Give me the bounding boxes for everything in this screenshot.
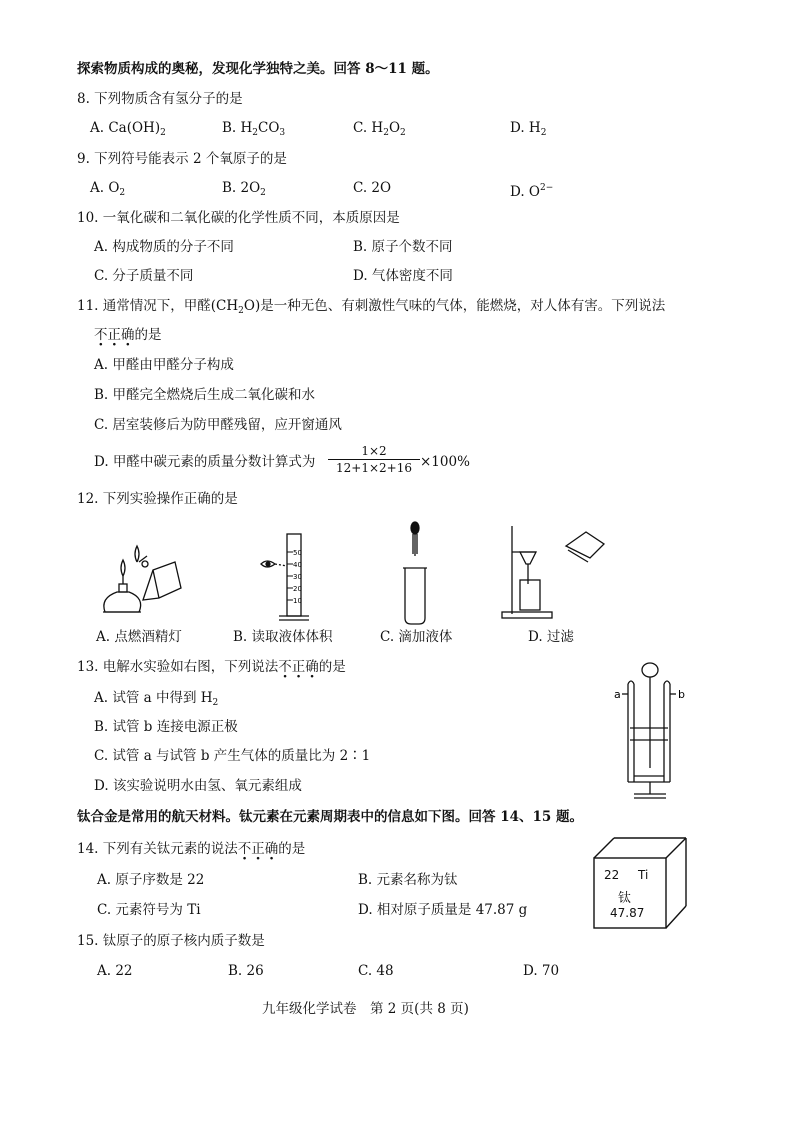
- q12-option-d: D. 过滤: [528, 629, 574, 645]
- q8-option-d: D. $H_2$: [510, 120, 547, 138]
- cylinder-tick-label: 20: [293, 585, 302, 593]
- tube-a-label: a: [614, 688, 621, 701]
- q12-option-b: B. 读取液体体积: [233, 629, 333, 645]
- question-10-stem: 10. 一氧化碳和二氧化碳的化学性质不同，本质原因是: [77, 210, 400, 226]
- q11-option-c: C. 居室装修后为防甲醛残留，应开窗通风: [94, 417, 342, 433]
- electrolysis-apparatus-figure: [608, 658, 688, 803]
- q10-option-d: D. 气体密度不同: [353, 268, 453, 284]
- alcohol-lamp-figure: [95, 540, 195, 628]
- q13-option-b: B. 试管 b 连接电源正极: [94, 719, 238, 735]
- cylinder-tick-label: 30: [293, 573, 302, 581]
- page-footer: 九年级化学试卷 第 2 页(共 8 页): [262, 1001, 469, 1017]
- question-9-stem: 9. 下列符号能表示 2 个氧原子的是: [77, 151, 287, 167]
- q13-option-d: D. 该实验说明水由氢、氧元素组成: [94, 778, 302, 794]
- q14-option-d: D. 相对原子质量是 47.87 g: [358, 902, 528, 918]
- q15-option-b: B. 26: [228, 963, 264, 979]
- question-11-stem-cont: 不正确的是: [94, 327, 162, 343]
- question-13-stem: 13. 电解水实验如右图，下列说法不正确的是: [77, 659, 346, 675]
- cylinder-tick-label: 40: [293, 561, 302, 569]
- q12-option-a: A. 点燃酒精灯: [96, 629, 182, 645]
- fraction-numerator: 1×2: [361, 444, 387, 458]
- fraction-multiplier: ×100%: [420, 454, 470, 470]
- q8-option-a: A. $Ca(OH)_2$: [90, 120, 166, 138]
- q8-option-b: B. $H_2CO_3$: [222, 120, 286, 138]
- question-8-stem: 8. 下列物质含有氢分子的是: [77, 91, 243, 107]
- graduated-cylinder-figure: [255, 530, 325, 630]
- filtration-figure: [498, 522, 608, 622]
- q13-option-c: C. 试管 a 与试管 b 产生气体的质量比为 2∶1: [94, 748, 371, 764]
- q12-option-c: C. 滴加液体: [380, 629, 453, 645]
- element-symbol: Ti: [638, 868, 649, 882]
- fraction-bar: [328, 459, 420, 460]
- q9-option-d: D. $O^{2-}$: [510, 183, 554, 200]
- q11-option-d: D. 甲醛中碳元素的质量分数计算式为: [94, 454, 316, 470]
- section-intro-8-11: 探索物质构成的奥秘，发现化学独特之美。回答 8～11 题。: [77, 61, 439, 77]
- cylinder-tick-label: 10: [293, 597, 302, 605]
- q11-option-b: B. 甲醛完全燃烧后生成二氧化碳和水: [94, 387, 316, 403]
- q8-option-c: C. $H_2O_2$: [353, 120, 406, 138]
- q9-option-c: C. 2O: [353, 180, 392, 196]
- q11-option-a: A. 甲醛由甲醛分子构成: [94, 357, 234, 373]
- q13-option-a: A. 试管 a 中得到 $H_2$: [94, 690, 219, 708]
- element-atomic-mass: 47.87: [610, 906, 645, 920]
- q15-option-c: C. 48: [358, 963, 394, 979]
- q9-option-b: B. $2O_2$: [222, 180, 266, 198]
- element-name: 钛: [618, 891, 632, 906]
- q14-option-c: C. 元素符号为 Ti: [97, 902, 201, 918]
- tube-b-label: b: [678, 688, 685, 701]
- q9-option-a: A. $O_2$: [90, 180, 126, 198]
- cylinder-tick-label: 50: [293, 549, 302, 557]
- q14-option-a: A. 原子序数是 22: [97, 872, 205, 888]
- q14-option-b: B. 元素名称为钛: [358, 872, 458, 888]
- element-atomic-number: 22: [604, 868, 620, 882]
- q10-option-c: C. 分子质量不同: [94, 268, 194, 284]
- question-11-stem: 11. 通常情况下，甲醛$(CH_2O)$是一种无色、有刺激性气味的气体，能燃烧，对人体有害。下列说法: [77, 298, 666, 316]
- dropper-figure: [395, 518, 435, 628]
- fraction-denominator: 12+1×2+16: [336, 461, 412, 475]
- question-15-stem: 15. 钛原子的原子核内质子数是: [77, 933, 265, 949]
- q10-option-b: B. 原子个数不同: [353, 239, 453, 255]
- question-14-stem: 14. 下列有关钛元素的说法不正确的是: [77, 841, 306, 857]
- q10-option-a: A. 构成物质的分子不同: [94, 239, 234, 255]
- question-12-stem: 12. 下列实验操作正确的是: [77, 491, 238, 507]
- q15-option-a: A. 22: [97, 963, 133, 979]
- section-intro-14-15: 钛合金是常用的航天材料。钛元素在元素周期表中的信息如下图。回答 14、15 题。: [77, 809, 583, 825]
- q15-option-d: D. 70: [523, 963, 560, 979]
